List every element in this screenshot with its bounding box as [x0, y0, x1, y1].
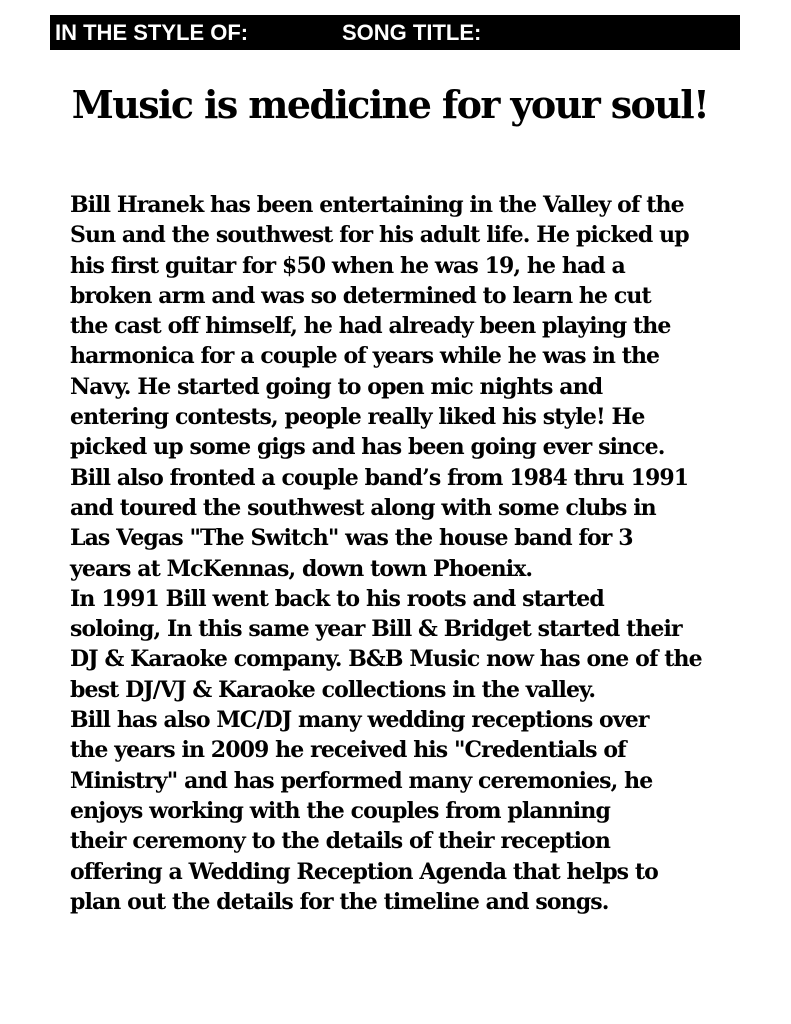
bio-line: their ceremony to the details of their reception: [70, 828, 610, 855]
bio-line: his first guitar for $50 when he was 19, he had a: [70, 252, 625, 279]
bio-line: and toured the southwest along with some clubs in: [70, 494, 656, 521]
bio-line: picked up some gigs and has been going ever since.: [70, 434, 665, 461]
bio-line: years at McKennas, down town Phoenix.: [70, 555, 533, 582]
page-title: Music is medicine for your soul!: [71, 82, 709, 127]
bio-line: offering a Wedding Reception Agenda that helps to: [70, 858, 658, 885]
bio-line: broken arm and was so determined to learn he cut: [70, 282, 651, 309]
bio-line: soloing, In this same year Bill & Bridget started their: [70, 616, 682, 643]
bio-line: Sun and the southwest for his adult life. He picked up: [70, 222, 689, 249]
bio-line: the cast off himself, he had already been playing the: [70, 313, 671, 340]
bio-line: best DJ/VJ & Karaoke collections in the valley.: [70, 676, 596, 703]
bio-line: entering contests, people really liked his style! He: [70, 404, 645, 431]
bio-line: Ministry" and has performed many ceremonies, he: [70, 767, 653, 794]
song-title-label: SONG TITLE:: [342, 20, 482, 45]
bio-line: Las Vegas "The Switch" was the house band for 3: [70, 525, 633, 552]
bio-line: Bill also fronted a couple band’s from 1984 thru 1991: [70, 464, 689, 491]
bio-line: Bill has also MC/DJ many wedding receptions over: [70, 707, 649, 734]
in-the-style-of-label: IN THE STYLE OF:: [55, 20, 249, 45]
header-bar: [50, 15, 740, 50]
bio-paragraph: [70, 190, 770, 917]
bio-line: In 1991 Bill went back to his roots and started: [70, 585, 604, 612]
bio-line: the years in 2009 he received his "Credentials of: [70, 737, 626, 764]
bio-line: harmonica for a couple of years while he was in the: [70, 343, 660, 370]
bio-line: plan out the details for the timeline and songs.: [70, 888, 609, 915]
bio-line: DJ & Karaoke company. B&B Music now has one of the: [70, 646, 702, 673]
bio-line: Bill Hranek has been entertaining in the Valley of the: [70, 192, 684, 218]
bio-line: enjoys working with the couples from planning: [70, 797, 610, 824]
bio-line: Navy. He started going to open mic nights and: [70, 373, 603, 400]
